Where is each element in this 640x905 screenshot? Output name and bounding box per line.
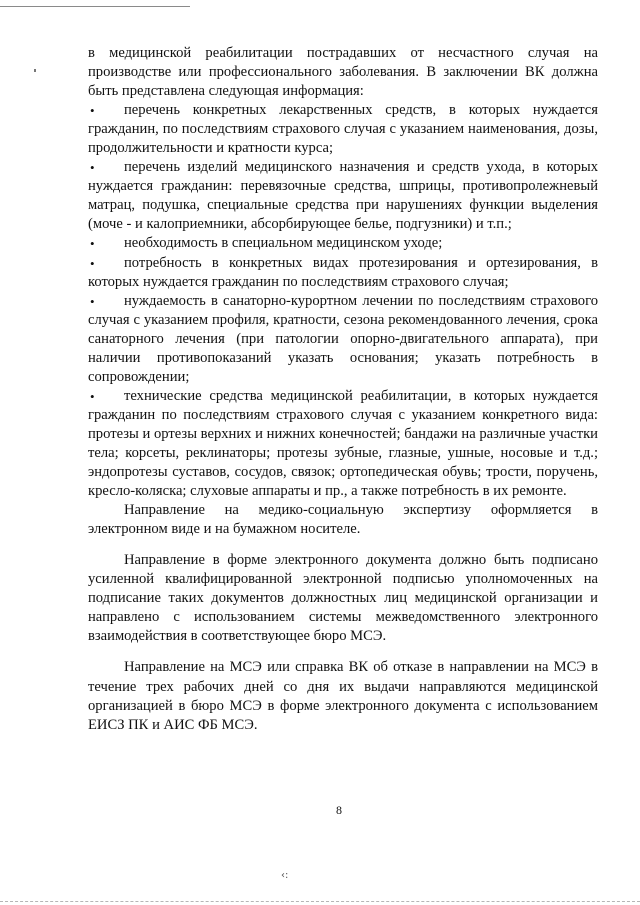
bullet-item-text: потребность в конкретных видах протезирования и ортезирования, в которых нуждается гражданин по последствиям страхового случая; <box>88 254 598 290</box>
bullet-item-special-care <box>88 234 598 253</box>
bullet-item-technical-means <box>88 387 598 501</box>
paragraph-electronic-signature: Направление в форме электронного документа должно быть подписано усиленной квалифицированной электронной подписью уполномоченных на подписание таких документов должностных лиц медицинской организации и направлено с использованием системы межведомственного электронного взаимодействия в соответствующее бюро МСЭ. <box>88 552 598 645</box>
scan-artifact-top-line <box>0 6 190 7</box>
paragraph-referral-format: Направление на медико-социальную экспертизу оформляется в электронном виде и на бумажном носителе. <box>88 502 598 538</box>
bullet-icon: • <box>90 255 95 271</box>
bullet-item-medicines <box>88 101 598 158</box>
bullet-item-text: технические средства медицинской реабилитации, в которых нуждается гражданин по последствиям страхового случая с указанием конкретного вида: протезы и ортезы верхних и нижних конечностей; бандажи на различные участки тела; корсеты, реклинаторы; протезы зубные, глазные, ушные, носовые и т.д.; эндопротезы суставов, сосудов, связок; ортопедическая обувь; трости, поручень, кресло-коляска; слуховые аппараты и пр., а также потребность в их ремонте. <box>88 387 598 500</box>
bullet-icon: • <box>90 388 95 404</box>
paragraph-referral-deadline: Направление на МСЭ или справка ВК об отказе в направлении на МСЭ в течение трех рабочих дней со дня их выдачи направляются медицинской организацией в бюро МСЭ в форме электронного документа с использованием ЕИСЗ ПК и АИС ФБ МСЭ. <box>88 659 598 733</box>
bullet-icon: • <box>90 236 95 252</box>
bullet-item-sanatorium <box>88 292 598 387</box>
bullet-item-text: перечень изделий медицинского назначения и средств ухода, в которых нуждается гражданин: перевязочные средства, шприцы, противопролежневый матрац, подушка, специальные средства при нарушениях функции выделения (моче - и калоприемники, абсорбирующее белье, подгузники) и т.п.; <box>88 159 598 233</box>
bullet-icon: • <box>90 160 95 176</box>
bullet-item-prosthetics <box>88 254 598 292</box>
bullet-item-text: нуждаемость в санаторно-курортном лечении по последствиям страхового случая с указанием профиля, кратности, сезона рекомендованного лечения, срока санаторного лечения (при патологии опорно-двигательного аппарата), при наличии противопоказаний указать основания; указать потребность в сопровождении; <box>88 292 598 385</box>
scan-artifact-mark <box>34 69 36 72</box>
page-number: 8 <box>336 803 342 817</box>
bullet-icon: • <box>90 293 95 309</box>
bullet-item-text: необходимость в специальном медицинском уходе; <box>124 235 443 252</box>
intro-paragraph: в медицинской реабилитации пострадавших от несчастного случая на производстве или профессионального заболевания. В заключении ВК должна быть представлена следующая информация: <box>88 45 598 100</box>
document-page <box>88 44 598 735</box>
scan-artifact-mark: ‹: <box>281 870 289 881</box>
bullet-item-text: перечень конкретных лекарственных средств, в которых нуждается гражданин, по последствиям страхового случая с указанием наименования, дозы, продолжительности и кратности курса; <box>88 102 598 157</box>
bullet-item-medical-products <box>88 158 598 234</box>
scan-artifact-bottom-line <box>0 900 640 902</box>
bullet-icon: • <box>90 103 95 119</box>
